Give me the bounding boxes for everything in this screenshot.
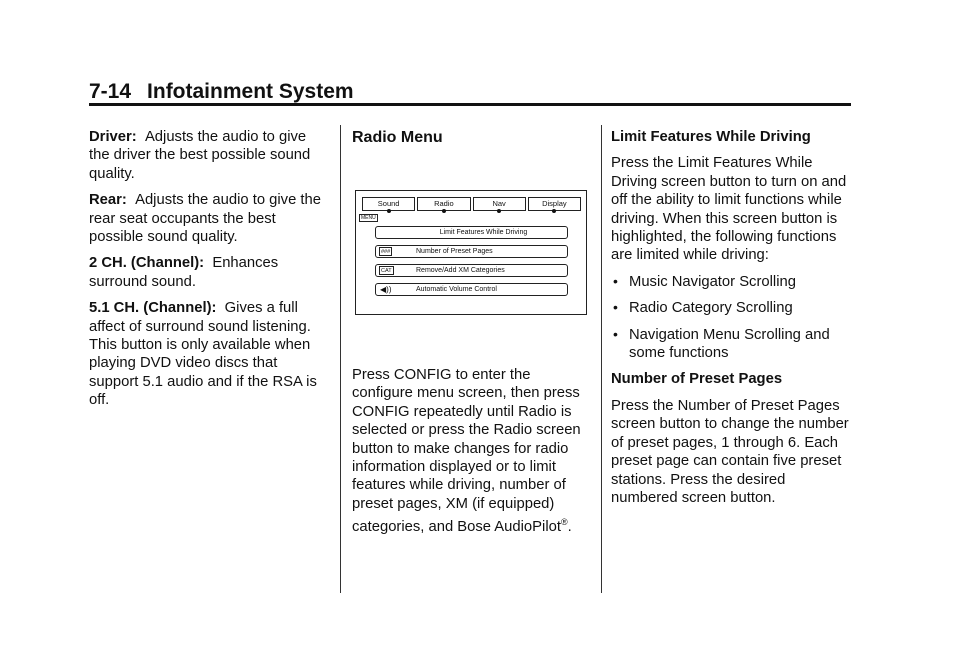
desc-driver: Adjusts the audio to give the driver the best possible sound quality.: [89, 129, 311, 182]
column-divider-right: [601, 125, 602, 593]
figure-tab-sound: [362, 197, 415, 211]
figure-tab-radio: [417, 197, 470, 211]
tab-indicator-dot: [442, 209, 446, 213]
radio-menu-period: .: [567, 519, 572, 536]
desc-51ch: Gives a full affect of surround sound listening. This button is only available when playing DVD video discs that support 5.1 audio and if the RSA is off.: [89, 300, 317, 409]
column-middle: [352, 128, 587, 148]
list-item: • Music Navigator Scrolling: [611, 273, 856, 291]
figure-tab-nav-label: Nav: [492, 199, 506, 208]
header-rule: [89, 103, 851, 106]
limit-features-body: Press the Limit Features While Driving screen button to turn on and off the ability to limit functions while driving. When this screen button is highlighted, the following functions are limited while driving:: [611, 155, 847, 264]
figure-tab-nav: [473, 197, 526, 211]
figure-row-preset-pages: [375, 245, 568, 258]
page-header: [89, 80, 851, 104]
category-icon: CAT: [381, 268, 392, 274]
figure-tab-radio-label: Radio: [434, 199, 454, 208]
figure-row-limit-features: [375, 226, 568, 239]
figure-tab-display-label: Display: [542, 199, 567, 208]
column-right: [611, 128, 856, 515]
definition-51ch: [89, 299, 329, 409]
list-item: • Navigation Menu Scrolling and some functions: [611, 326, 856, 363]
definition-2ch: [89, 254, 329, 291]
figure-tab-display: [528, 197, 581, 211]
radio-menu-heading: Radio Menu: [352, 129, 443, 146]
figure-menu-label: MENU: [361, 215, 376, 221]
limited-functions-list: [611, 273, 856, 363]
term-2ch: 2 CH. (Channel):: [89, 255, 205, 272]
figure-row-label: Limit Features While Driving: [439, 229, 528, 236]
desc-rear: Adjusts the audio to give the rear seat occupants the best possible sound quality.: [89, 192, 321, 246]
tab-indicator-dot: [497, 209, 501, 213]
limit-features-heading: Limit Features While Driving: [611, 129, 811, 145]
term-rear: Rear:: [89, 192, 127, 209]
radio-menu-paragraph: [352, 366, 590, 537]
column-divider-left: [340, 125, 341, 593]
radio-menu-screen-figure: [355, 190, 587, 315]
figure-tab-sound-label: Sound: [377, 199, 400, 208]
column-left: [89, 128, 329, 418]
preset-grid-icon: ###: [381, 249, 391, 255]
preset-pages-heading: Number of Preset Pages: [611, 371, 783, 388]
definition-rear: [89, 191, 329, 246]
figure-tab-bar: [362, 197, 581, 211]
radio-menu-body: [352, 366, 590, 545]
tab-indicator-dot: [552, 209, 556, 213]
speaker-volume-icon: ◀)): [380, 285, 392, 294]
figure-row-volume-control: [375, 283, 568, 296]
desc-2ch: Enhances surround sound.: [89, 255, 279, 290]
term-driver: Driver:: [89, 129, 137, 145]
page-number: 7-14: [89, 80, 132, 103]
term-51ch: 5.1 CH. (Channel):: [89, 300, 217, 317]
figure-row-label: Number of Preset Pages: [416, 248, 493, 255]
figure-row-label: Automatic Volume Control: [416, 286, 497, 293]
tab-indicator-dot: [387, 209, 391, 213]
figure-row-xm-categories: [375, 264, 568, 277]
definition-driver: [89, 128, 329, 183]
radio-menu-text: Press CONFIG to enter the configure menu screen, then press CONFIG repeatedly until Radio is selected or press the Radio screen button to make changes for radio information displayed or to limit features while driving, number of preset pages, XM (if equipped) categories, and Bose AudioPilot: [352, 367, 581, 536]
section-title: Infotainment System: [147, 80, 354, 103]
preset-pages-body: Press the Number of Preset Pages screen button to change the number of preset pages, 1 through 6. Each preset page can contain five preset stations. Press the desired numbered screen button.: [611, 397, 849, 506]
list-item: • Radio Category Scrolling: [611, 299, 856, 317]
figure-row-label: Remove/Add XM Categories: [416, 267, 505, 274]
registered-mark: ®: [560, 517, 568, 528]
